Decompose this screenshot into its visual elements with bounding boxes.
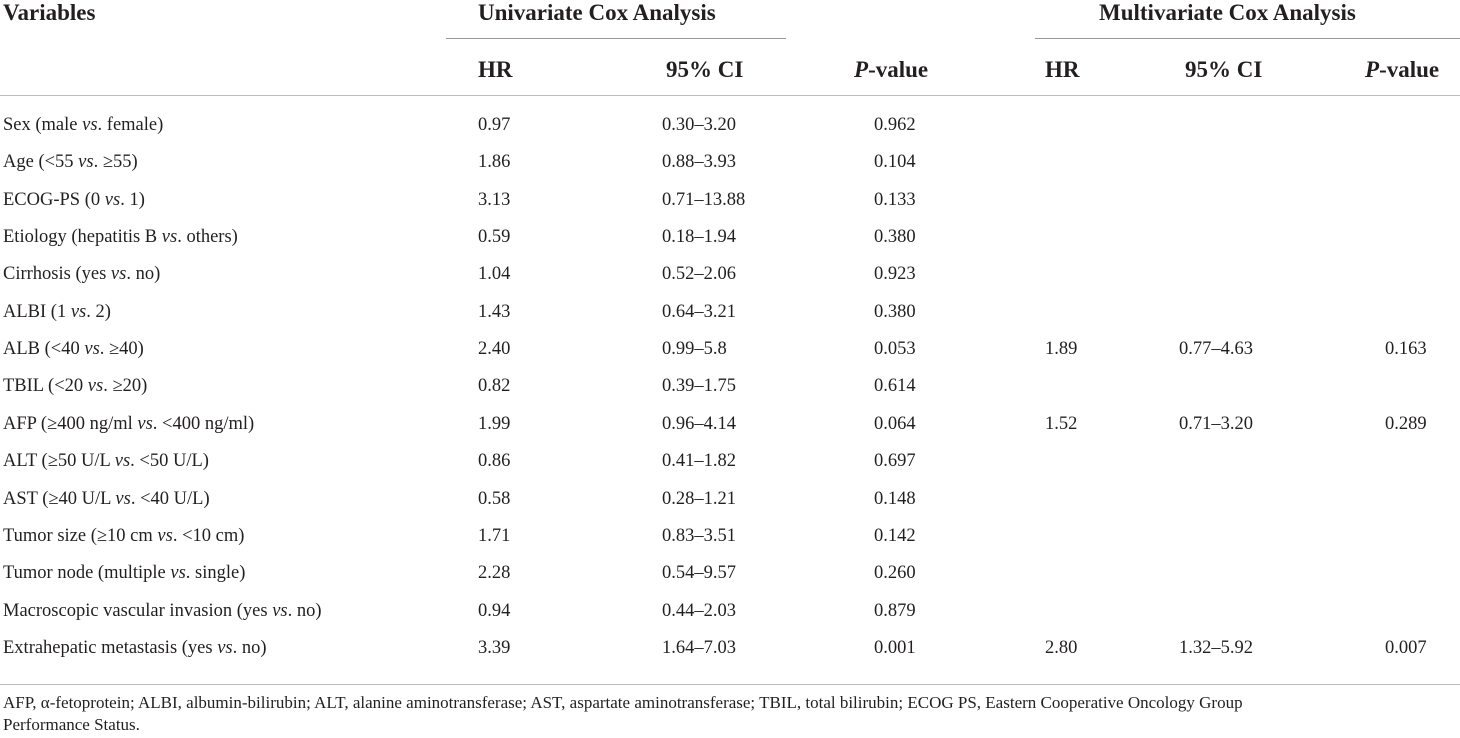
subheader-p: P-value <box>854 57 929 82</box>
row-variable: ECOG-PS (0 vs. 1) <box>3 189 145 210</box>
row-variable: Extrahepatic metastasis (yes vs. no) <box>3 637 267 658</box>
header-multivariate: Multivariate Cox Analysis <box>1099 0 1356 25</box>
row-ci: 0.44–2.03 <box>662 600 736 621</box>
row-ci: 0.39–1.75 <box>662 376 736 397</box>
row-multi-hr: 2.80 <box>1045 637 1078 658</box>
row-p-value: 0.104 <box>874 152 916 173</box>
row-hr: 0.94 <box>478 600 511 621</box>
table-row <box>0 331 1460 368</box>
row-hr: 2.28 <box>478 563 511 584</box>
row-multi-hr: 1.52 <box>1045 413 1078 434</box>
row-variable: ALB (<40 vs. ≥40) <box>3 339 144 360</box>
row-p-value: 0.879 <box>874 600 916 621</box>
multivariate-group-rule <box>1035 38 1460 39</box>
row-ci: 0.64–3.21 <box>662 301 736 322</box>
table-row <box>0 630 1460 667</box>
row-variable: TBIL (<20 vs. ≥20) <box>3 376 148 397</box>
row-hr: 1.86 <box>478 152 511 173</box>
row-hr: 1.43 <box>478 301 511 322</box>
table-row <box>0 107 1460 144</box>
footnote-line-2: Performance Status. <box>3 715 140 734</box>
row-ci: 0.18–1.94 <box>662 227 736 248</box>
row-ci: 0.83–3.51 <box>662 525 736 546</box>
table-row <box>0 443 1460 480</box>
table-row <box>0 406 1460 443</box>
row-ci: 0.52–2.06 <box>662 264 736 285</box>
row-hr: 0.97 <box>478 115 511 135</box>
row-variable: Tumor node (multiple vs. single) <box>3 563 246 584</box>
row-hr: 0.59 <box>478 227 511 248</box>
row-p-value: 0.923 <box>874 264 916 285</box>
row-ci: 0.88–3.93 <box>662 152 736 173</box>
table-row <box>0 481 1460 518</box>
univariate-group-rule <box>446 38 786 39</box>
table-footnote <box>3 692 1458 736</box>
row-ci: 0.96–4.14 <box>662 413 736 434</box>
subheader-ci: 95% CI <box>666 57 744 82</box>
row-variable: Macroscopic vascular invasion (yes vs. no) <box>3 600 322 621</box>
row-p-value: 0.064 <box>874 413 916 434</box>
table-row <box>0 144 1460 181</box>
table-bottom-rule <box>0 684 1460 685</box>
row-multi-ci: 0.77–4.63 <box>1179 339 1253 360</box>
row-multi-ci: 1.32–5.92 <box>1179 637 1253 658</box>
table-row <box>0 256 1460 293</box>
row-multi-ci: 0.71–3.20 <box>1179 413 1253 434</box>
row-hr: 0.58 <box>478 488 511 509</box>
row-multi-p-value: 0.007 <box>1385 637 1427 658</box>
subheader-multi-ci: 95% CI <box>1185 57 1263 82</box>
row-p-value: 0.053 <box>874 339 916 360</box>
row-multi-p-value: 0.289 <box>1385 413 1427 434</box>
row-variable: Tumor size (≥10 cm vs. <10 cm) <box>3 525 245 546</box>
row-multi-hr: 1.89 <box>1045 339 1078 360</box>
header-variables: Variables <box>3 0 96 25</box>
header-bottom-rule <box>0 95 1460 96</box>
row-p-value: 0.962 <box>874 115 916 135</box>
row-p-value: 0.148 <box>874 488 916 509</box>
row-ci: 0.54–9.57 <box>662 563 736 584</box>
row-hr: 1.99 <box>478 413 511 434</box>
subheader-multi-p: P-value <box>1365 57 1440 82</box>
table-row <box>0 294 1460 331</box>
row-p-value: 0.001 <box>874 637 916 658</box>
table-row <box>0 555 1460 592</box>
row-p-value: 0.142 <box>874 525 916 546</box>
row-variable: AST (≥40 U/L vs. <40 U/L) <box>3 488 210 509</box>
row-variable: Sex (male vs. female) <box>3 115 164 135</box>
table-row <box>0 219 1460 256</box>
row-p-value: 0.697 <box>874 451 916 472</box>
row-variable: ALT (≥50 U/L vs. <50 U/L) <box>3 451 209 472</box>
row-ci: 0.41–1.82 <box>662 451 736 472</box>
row-hr: 3.13 <box>478 189 511 210</box>
row-ci: 0.28–1.21 <box>662 488 736 509</box>
row-hr: 2.40 <box>478 339 511 360</box>
row-p-value: 0.380 <box>874 227 916 248</box>
subheader-hr: HR <box>478 57 513 82</box>
row-ci: 0.30–3.20 <box>662 115 736 135</box>
row-variable: Age (<55 vs. ≥55) <box>3 152 138 173</box>
row-variable: AFP (≥400 ng/ml vs. <400 ng/ml) <box>3 413 255 434</box>
row-p-value: 0.133 <box>874 189 916 210</box>
table-row <box>0 518 1460 555</box>
row-hr: 0.82 <box>478 376 511 397</box>
row-p-value: 0.380 <box>874 301 916 322</box>
row-hr: 1.04 <box>478 264 511 285</box>
row-multi-p-value: 0.163 <box>1385 339 1427 360</box>
row-hr: 0.86 <box>478 451 511 472</box>
row-ci: 1.64–7.03 <box>662 637 736 658</box>
row-hr: 3.39 <box>478 637 511 658</box>
row-hr: 1.71 <box>478 525 511 546</box>
row-ci: 0.99–5.8 <box>662 339 727 360</box>
row-p-value: 0.614 <box>874 376 916 397</box>
row-p-value: 0.260 <box>874 563 916 584</box>
table-row <box>0 182 1460 219</box>
footnote-line-1: AFP, α-fetoprotein; ALBI, albumin-bilirubin; ALT, alanine aminotransferase; AST, aspartate aminotransferase; TBIL, total bilirubin; ECOG PS, Eastern Cooperative Oncology Group <box>3 693 1243 712</box>
row-ci: 0.71–13.88 <box>662 189 746 210</box>
row-variable: Cirrhosis (yes vs. no) <box>3 264 161 285</box>
subheader-multi-hr: HR <box>1045 57 1080 82</box>
table-row <box>0 593 1460 630</box>
table-row <box>0 368 1460 405</box>
header-univariate: Univariate Cox Analysis <box>478 0 716 25</box>
row-variable: Etiology (hepatitis B vs. others) <box>3 227 238 248</box>
row-variable: ALBI (1 vs. 2) <box>3 301 111 322</box>
